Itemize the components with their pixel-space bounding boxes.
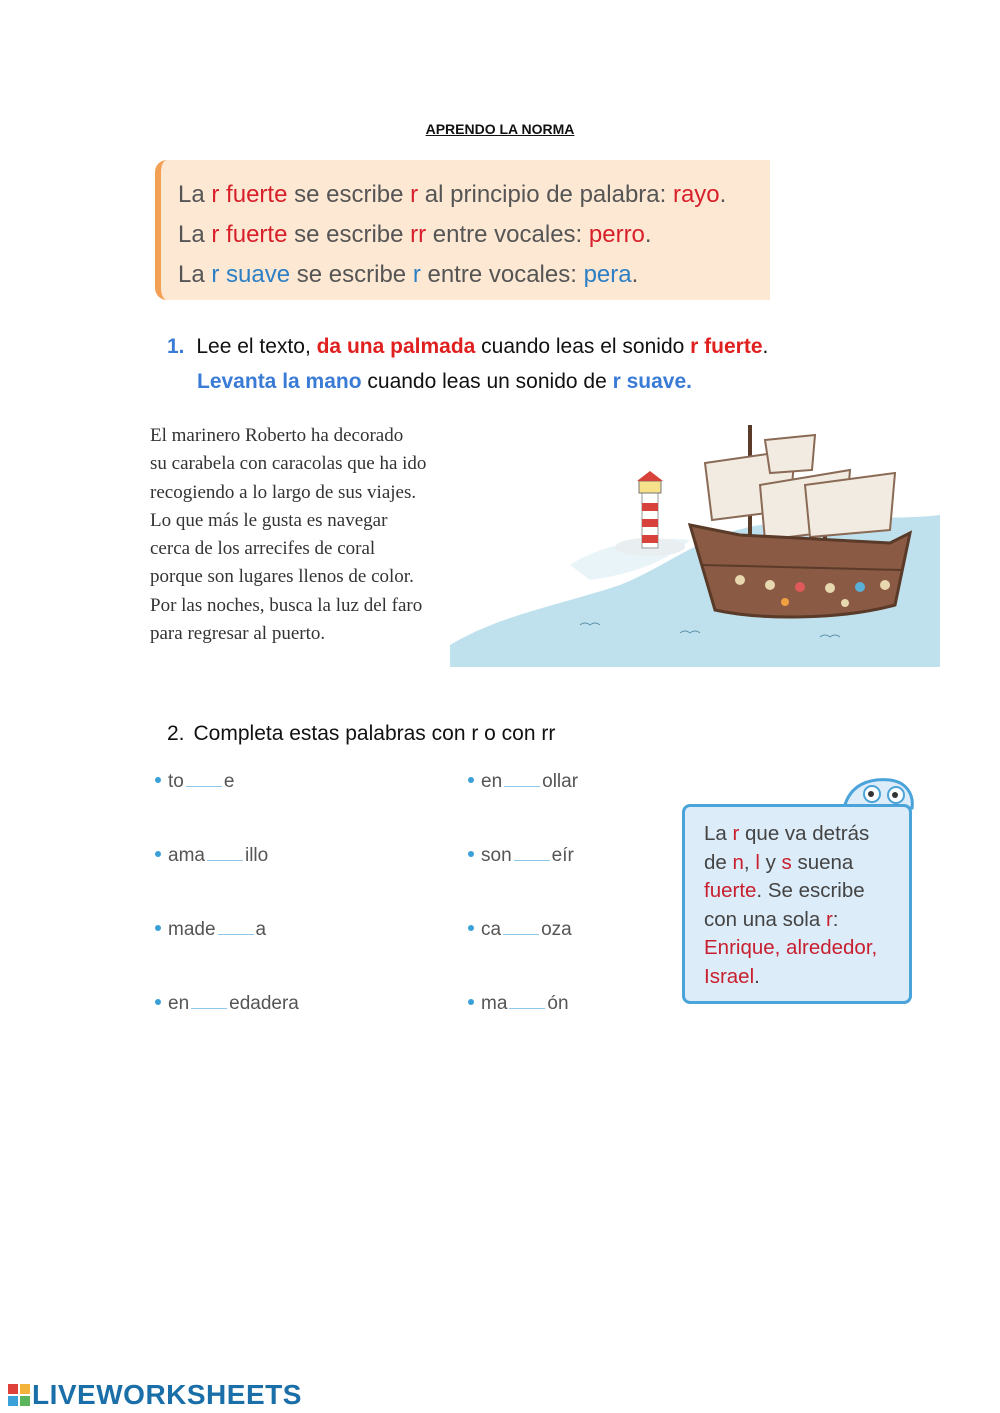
- story-line: recogiendo a lo largo de sus viajes.: [150, 481, 417, 503]
- rule-line-2: La r fuerte se escribe rr entre vocales: perro.: [178, 221, 652, 248]
- tip-text: La r que va detrás de n, l y s suena fuerte. Se escribe con una sola r: Enrique, alrededor, Israel.: [704, 822, 878, 988]
- word-item[interactable]: made a: [155, 919, 266, 941]
- question-1-number: 1.: [167, 335, 185, 358]
- ship-illustration: [440, 415, 940, 670]
- answer-blank[interactable]: [191, 1007, 227, 1009]
- question-1-line-1: 1. Lee el texto, da una palmada cuando leas el sonido r fuerte.: [167, 335, 769, 358]
- rule-line-1: La r fuerte se escribe r al principio de palabra: rayo.: [178, 181, 727, 208]
- answer-blank[interactable]: [207, 859, 243, 861]
- story-line: para regresar al puerto.: [150, 623, 326, 645]
- answer-blank[interactable]: [186, 785, 222, 787]
- word-item[interactable]: to e: [155, 771, 234, 793]
- footer-brand: LIVEWORKSHEETS: [32, 1379, 302, 1410]
- story-line: porque son lugares llenos de color.: [150, 566, 414, 588]
- answer-blank[interactable]: [503, 933, 539, 935]
- rule-line-3: La r suave se escribe r entre vocales: pera.: [178, 261, 639, 288]
- answer-blank[interactable]: [514, 859, 550, 861]
- word-item[interactable]: ama illo: [155, 845, 268, 867]
- story-line: cerca de los arrecifes de coral: [150, 538, 376, 560]
- word-item[interactable]: en edadera: [155, 993, 299, 1015]
- answer-blank[interactable]: [504, 785, 540, 787]
- word-item[interactable]: en ollar: [468, 771, 578, 793]
- story-line: Por las noches, busca la luz del faro: [150, 594, 423, 616]
- story-line: su carabela con caracolas que ha ido: [150, 453, 427, 475]
- word-item[interactable]: son eír: [468, 845, 574, 867]
- word-item[interactable]: ca oza: [468, 919, 572, 941]
- question-1-line-2: Levanta la mano cuando leas un sonido de r suave.: [197, 370, 692, 393]
- story-line: Lo que más le gusta es navegar: [150, 509, 388, 531]
- story-line: El marinero Roberto ha decorado: [150, 425, 404, 446]
- page-title: APRENDO LA NORMA: [425, 121, 575, 137]
- liveworksheets-logo-icon: [8, 1384, 30, 1411]
- answer-blank[interactable]: [218, 933, 254, 935]
- question-2: 2. Completa estas palabras con r o con rr: [167, 722, 556, 745]
- word-item[interactable]: ma ón: [468, 993, 569, 1015]
- answer-blank[interactable]: [509, 1007, 545, 1009]
